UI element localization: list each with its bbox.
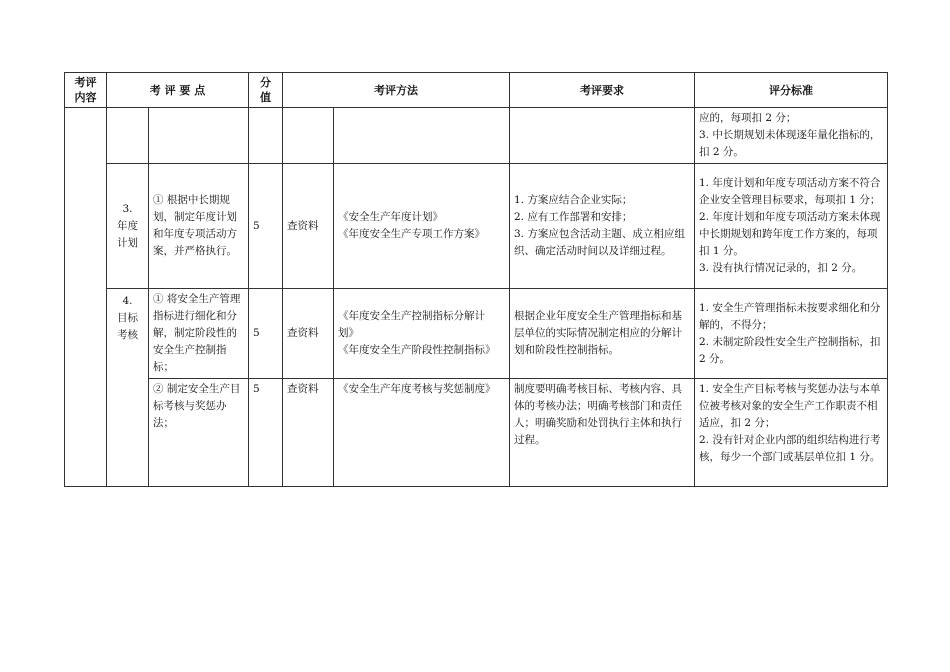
table-row-continued: [65, 108, 888, 164]
item3-score: 5: [249, 164, 283, 289]
header-requirement: 考评要求: [510, 73, 695, 108]
item4-docs-1: 《年度安全生产控制指标分解计划》 《年度安全生产阶段性控制指标》: [334, 289, 510, 379]
item3-point: ① 根据中长期规划，制定年度计划和年度专项活动方案，并严格执行。: [149, 164, 249, 289]
table-row-item3: [65, 164, 888, 289]
item3-docs: 《安全生产年度计划》 《年度安全生产专项工作方案》: [334, 164, 510, 289]
score-cell: [249, 108, 283, 164]
item4-label: 4. 目标 考核: [107, 289, 149, 487]
header-score: 分 值: [249, 73, 283, 108]
docs-cell: [334, 108, 510, 164]
item4-score-1: 5: [249, 289, 283, 379]
header-content: 考评 内容: [65, 73, 107, 108]
item4-standard-2: 1. 安全生产目标考核与奖惩办法与本单位被考核对象的安全生产工作职责不相适应，扣 2 分； 2. 没有针对企业内部的组织结构进行考核，每少一个部门或基层单位扣 1 分。: [695, 379, 888, 487]
item4-method-2: 查资料: [283, 379, 334, 487]
item3-standard: 1. 年度计划和年度专项活动方案不符合企业安全管理目标要求，每项扣 1 分； 2. 年度计划和年度专项活动方案未体现中长期规划和跨年度工作方案的，每项扣 1 分。 3. 没有执行情况记录的，扣 2 分。: [695, 164, 888, 289]
item4-point-1: ① 将安全生产管理指标进行细化和分解，制定阶段性的安全生产控制指标；: [149, 289, 249, 379]
item4-point-2: ② 制定安全生产目标考核与奖惩办法；: [149, 379, 249, 487]
header-method: 考评方法: [283, 73, 510, 108]
item4-requirement-2: 制度要明确考核目标、考核内容、具体的考核办法；明确考核部门和责任人；明确奖励和处罚执行主体和执行过程。: [510, 379, 695, 487]
item4-method-1: 查资料: [283, 289, 334, 379]
point-cell: [149, 108, 249, 164]
item4-score-2: 5: [249, 379, 283, 487]
item4-docs-2: 《安全生产年度考核与奖惩制度》: [334, 379, 510, 487]
header-standard: 评分标准: [695, 73, 888, 108]
header-points: 考 评 要 点: [107, 73, 249, 108]
item3-requirement: 1. 方案应结合企业实际； 2. 应有工作部署和安排； 3. 方案应包含活动主题、成立相应组织、确定活动时间以及详细过程。: [510, 164, 695, 289]
item3-method: 查资料: [283, 164, 334, 289]
sub-label-cell: [107, 108, 149, 164]
standard-cell: 应的，每项扣 2 分； 3. 中长期规划未体现逐年量化指标的，扣 2 分。: [695, 108, 888, 164]
item3-label: 3. 年度 计划: [107, 164, 149, 289]
table-row-item4-1: [65, 289, 888, 379]
content-column-cell: [65, 108, 107, 487]
evaluation-table: [64, 72, 888, 487]
requirement-cell: [510, 108, 695, 164]
table-row-item4-2: [65, 379, 888, 487]
header-row: [65, 73, 888, 108]
item4-requirement-1: 根据企业年度安全生产管理指标和基层单位的实际情况制定相应的分解计划和阶段性控制指标。: [510, 289, 695, 379]
method-cell: [283, 108, 334, 164]
item4-standard-1: 1. 安全生产管理指标未按要求细化和分解的，不得分； 2. 未制定阶段性安全生产控制指标，扣 2 分。: [695, 289, 888, 379]
